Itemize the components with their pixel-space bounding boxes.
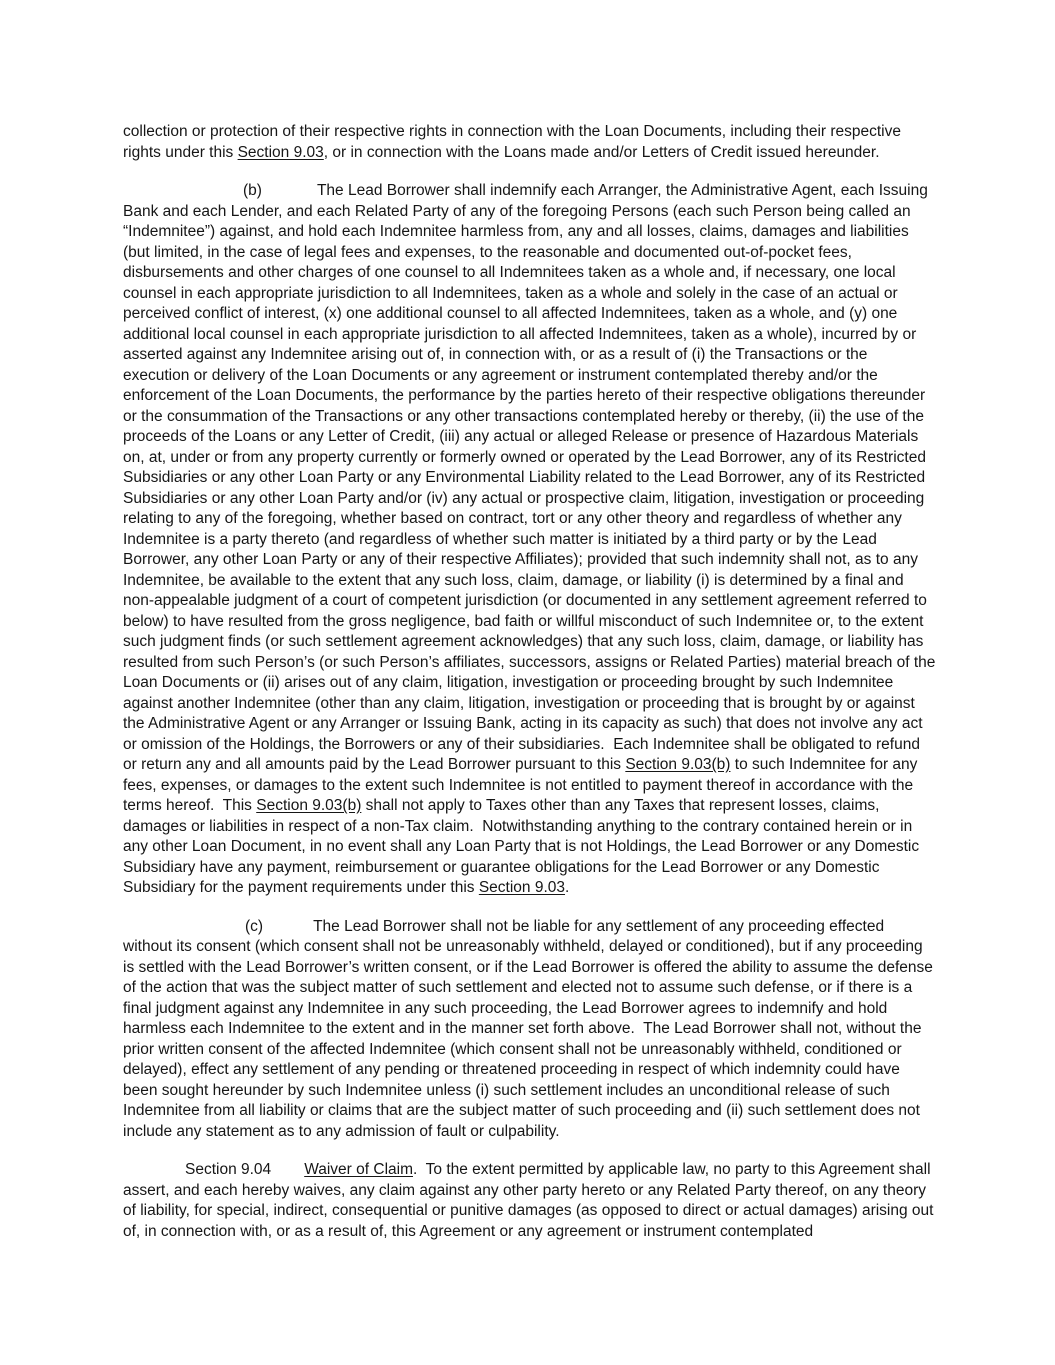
text-run: to such Indemnitee for any fees, expenses, or damages to the extent such Indemnitee is not entitled to payment thereof in accordance with the terms hereof. This [123, 756, 922, 814]
text-run: , or in connection with the Loans made and/or Letters of Credit issued hereunder. [323, 143, 880, 161]
tab-spacer [123, 194, 243, 195]
text-run: collection or protection of their respective rights in connection with the Loan Documents, including their respective rights under this [123, 123, 906, 161]
underlined-reference: Waiver of Claim [304, 1161, 413, 1178]
text-run: The Lead Borrower shall not be liable for any settlement of any proceeding effected without its consent (which consent shall not be unreasonably withheld, delayed or conditioned), but if any proceeding is settled with the Lead Borrower’s written consent, or if the Lead Borrower is offered the ability to assume the defense of the action that was the subject matter of such settlement and elected not to assume such defense, or if there is a final judgment against any Indemnitee in any such proceeding, the Lead Borrower agrees to indemnify and hold harmless each Indemnitee to the extent and in the manner set forth above. The Lead Borrower shall not, without the prior written consent of the affected Indemnitee (which consent shall not be unreasonably withheld, conditioned or delayed), effect any settlement of any pending or threatened proceeding in respect of which indemnity could have been sought hereunder by such Indemnitee unless (i) such settlement includes an unconditional release of such Indemnitee from all liability or claims that are the subject matter of such proceeding and (ii) such settlement does not include any statement as to any admission of fault or culpability. [123, 917, 938, 1140]
paragraph-label: Section 9.04 [185, 1161, 272, 1178]
underlined-reference: Section 9.03(b) [256, 797, 362, 814]
paragraph-section-9-04 [123, 1160, 936, 1242]
underlined-reference: Section 9.03 [478, 879, 566, 896]
paragraph-section-9-03-b [123, 181, 940, 899]
tab-spacer [271, 1173, 304, 1174]
text-run: shall not apply to Taxes other than any Taxes that represent losses, claims, damages or liabilities in respect of a non-Tax claim. Notwithstanding anything to the contrary contained herein or in any other Loan Document, in no event shall any Loan Party that is not Holdings, the Lead Borrower or any Domestic Subsidiary have any payment, reimbursement or guarantee obligations for the Lead Borrower or any Domestic Subsidiary for the payment requirements under this [123, 797, 924, 896]
underlined-reference: Section 9.03 [237, 143, 324, 161]
paragraph-section-9-03-continuation [123, 122, 936, 163]
paragraph-section-9-03-c [123, 917, 936, 1143]
tab-spacer [123, 930, 245, 931]
text-run: The Lead Borrower shall indemnify each Arranger, the Administrative Agent, each Issuing Bank and each Lender, and each Related Party of any of the foregoing Persons (each such Person being called an “Indemnitee”) against, and hold each Indemnitee harmless from, any and all losses, claims, damages and liabilities (but limited, in the case of legal fees and expenses, to the reasonable and documented out-of-pocket fees, disbursements and other charges of one counsel to all Indemnitees taken as a whole and, if necessary, one local counsel in each appropriate jurisdiction to all Indemnitees, taken as a whole and solely in the case of an actual or perceived conflict of interest, (x) one additional counsel to all affected Indemnitees, taken as a whole, and (y) one additional local counsel in each appropriate jurisdiction to all affected Indemnitees, taken as a whole), incurred by or asserted against any Indemnitee arising out of, in connection with, or as a result of (i) the Transactions or the execution or delivery of the Loan Documents or any agreement or instrument contemplated thereby and/or the enforcement of the Loan Documents, the performance by the parties hereto of their respective obligations thereunder or the consummation of the Transactions or any other transactions contemplated hereby or thereby, (ii) the use of the proceeds of the Loans or any Letter of Credit, (iii) any actual or alleged Release or presence of Hazardous Materials on, at, under or from any property currently or formerly owned or operated by the Lead Borrower, any of its Restricted Subsidiaries or any other Loan Party or any Environmental Liability related to the Lead Borrower, any of its Restricted Subsidiaries or any other Loan Party and/or (iv) any actual or prospective claim, litigation, investigation or proceeding relating to any of the foregoing, whether based on contract, tort or any other theory and regardless of whether any Indemnitee is a party thereto (and regardless of whether such matter is initiated by a third party or by the Lead Borrower, any other Loan Party or any of their respective Affiliates); provided that such indemnity shall not, as to any Indemnitee, be available to the extent that any such loss, claim, damage, or liability (i) is determined by a final and non-appealable judgment of a court of competent jurisdiction (or documented in any settlement agreement referred to below) to have resulted from the gross negligence, bad faith or willful misconduct of such Indemnitee or, to the extent such judgment finds (or such settlement agreement acknowledges) that any such loss, claim, damage, or liability has resulted from such Person’s (or such Person’s affiliates, successors, assigns or Related Parties) material breach of the Loan Documents or (ii) arises out of any claim, litigation, investigation or proceeding brought by such Indemnitee against another Indemnitee (other than any claim, litigation, investigation or proceeding that is brought by or against the Administrative Agent or any Arranger or Issuing Bank, acting in its capacity as such) that does not involve any act or omission of the Holdings, the Borrowers or any of their subsidiaries. Each Indemnitee shall be obligated to refund or return any and all amounts paid by the Lead Borrower pursuant to this [123, 182, 940, 773]
paragraph-label: (c) [245, 917, 264, 935]
tab-spacer [262, 194, 317, 195]
document-body [123, 122, 940, 1242]
underlined-reference: Section 9.03(b) [625, 756, 731, 773]
tab-spacer [123, 1173, 185, 1174]
tab-spacer [263, 930, 313, 931]
text-run: . To the extent permitted by applicable law, no party to this Agreement shall assert, and each hereby waives, any claim against any other party hereto or any Related Party thereof, on any theory of liability, for special, indirect, consequential or punitive damages (as opposed to direct or actual damages) arising out of, in connection with, or as a result of, this Agreement or any agreement or instrument contemplated [123, 1161, 938, 1240]
paragraph-label: (b) [243, 182, 262, 199]
text-run: . [565, 879, 570, 896]
